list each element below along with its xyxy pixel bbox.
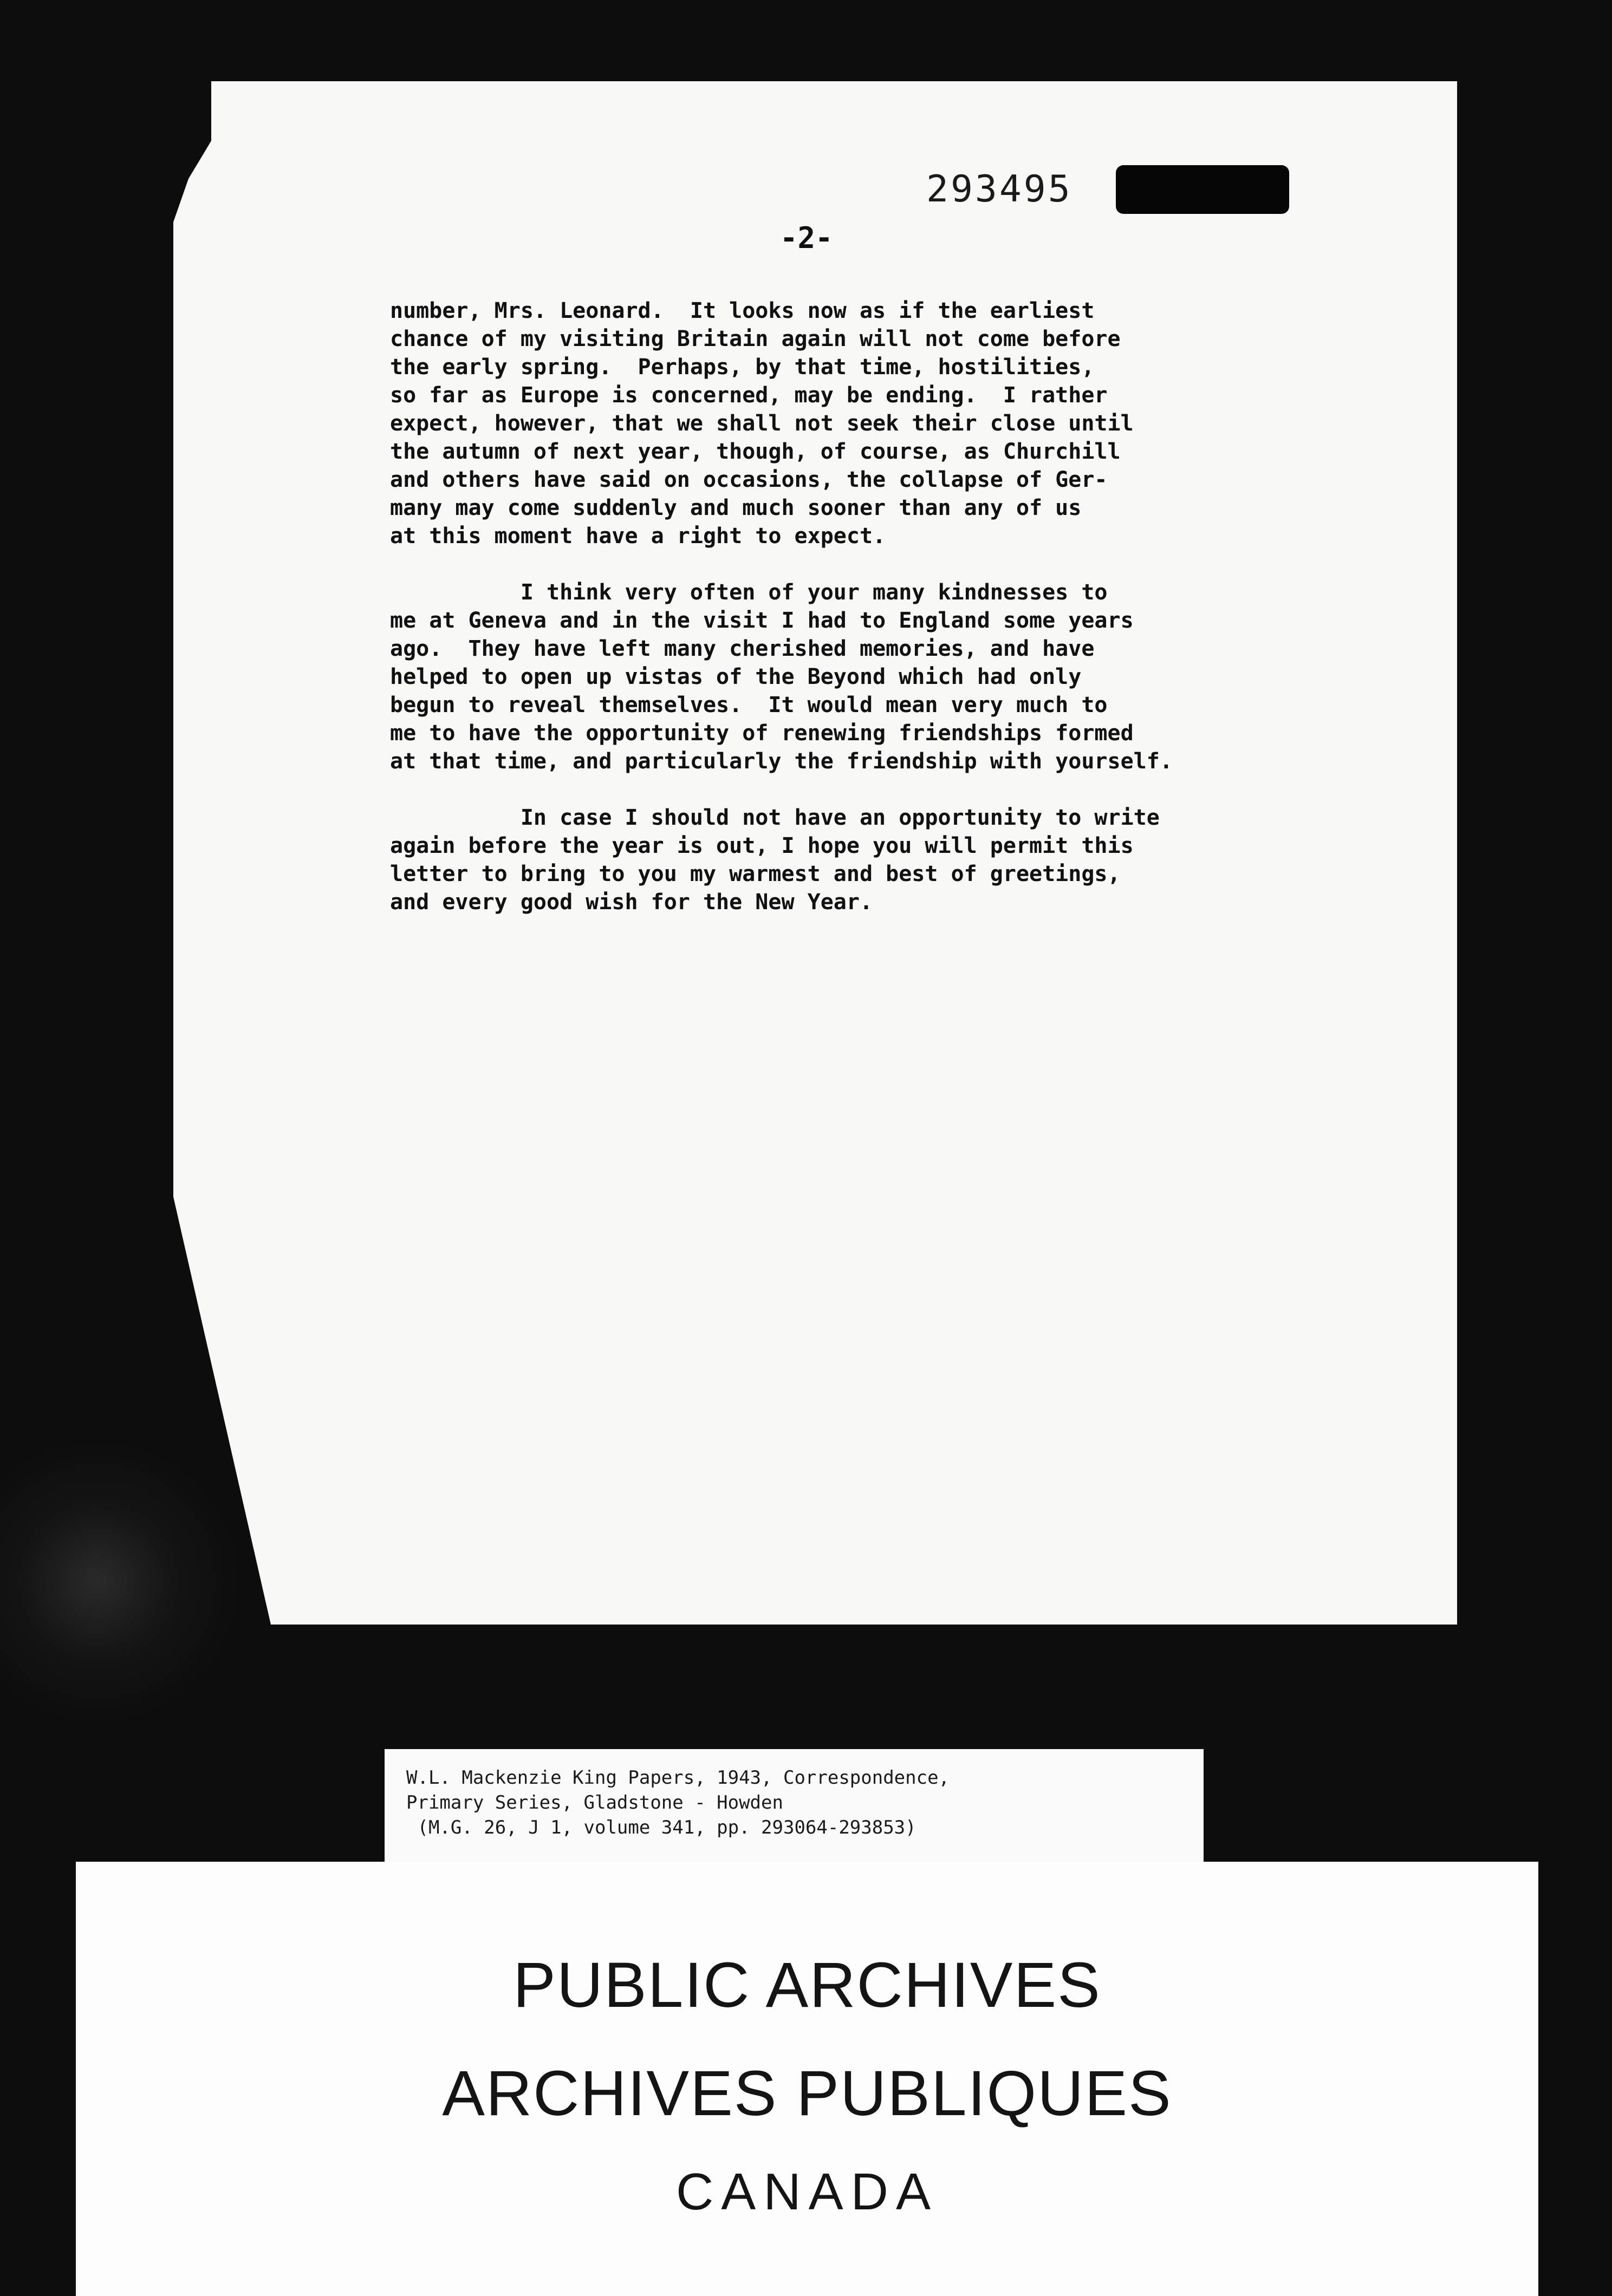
- text-line: chance of my visiting Britain again will not come before: [390, 327, 1121, 351]
- archives-banner: [76, 1862, 1538, 2296]
- text-line: at that time, and particularly the friendship with yourself.: [390, 749, 1173, 774]
- text-line: and every good wish for the New Year.: [390, 890, 873, 915]
- text-line: the autumn of next year, though, of course, as Churchill: [390, 439, 1121, 464]
- text-line: and others have said on occasions, the collapse of Ger-: [390, 467, 1108, 492]
- text-line: expect, however, that we shall not seek their close until: [390, 411, 1134, 436]
- text-line: so far as Europe is concerned, may be ending. I rather: [390, 383, 1108, 408]
- page-marker: -2-: [780, 221, 833, 255]
- reference-line: (M.G. 26, J 1, volume 341, pp. 293064-293853): [406, 1817, 916, 1838]
- text-line: me at Geneva and in the visit I had to England some years: [390, 608, 1134, 633]
- archive-reference-label: [385, 1749, 1204, 1863]
- page-number: 293495: [926, 168, 1072, 211]
- text-line: ago. They have left many cherished memories, and have: [390, 636, 1095, 661]
- text-line: again before the year is out, I hope you will permit this: [390, 833, 1134, 858]
- text-line: In case I should not have an opportunity to write: [390, 805, 1160, 830]
- text-line: begun to reveal themselves. It would mean very much to: [390, 693, 1108, 718]
- text-line: the early spring. Perhaps, by that time, hostilities,: [390, 355, 1095, 380]
- text-line: letter to bring to you my warmest and best of greetings,: [390, 862, 1121, 886]
- redaction-mark: [1116, 165, 1289, 214]
- paragraph: [390, 804, 1419, 916]
- text-line: me to have the opportunity of renewing friendships formed: [390, 721, 1134, 746]
- reference-line: Primary Series, Gladstone - Howden: [406, 1792, 783, 1814]
- text-line: number, Mrs. Leonard. It looks now as if the earliest: [390, 298, 1095, 323]
- banner-title-english: PUBLIC ARCHIVES: [513, 1949, 1101, 2021]
- paragraph: [390, 297, 1419, 550]
- text-line: at this moment have a right to expect.: [390, 524, 886, 549]
- text-line: helped to open up vistas of the Beyond which had only: [390, 664, 1082, 689]
- text-line: I think very often of your many kindnesses to: [390, 580, 1108, 605]
- letter-body: [390, 297, 1419, 944]
- banner-country: CANADA: [675, 2163, 939, 2221]
- reference-line: W.L. Mackenzie King Papers, 1943, Correspondence,: [406, 1767, 950, 1789]
- banner-title-french: ARCHIVES PUBLIQUES: [442, 2058, 1172, 2129]
- paragraph: [390, 578, 1419, 775]
- text-line: many may come suddenly and much sooner than any of us: [390, 495, 1082, 520]
